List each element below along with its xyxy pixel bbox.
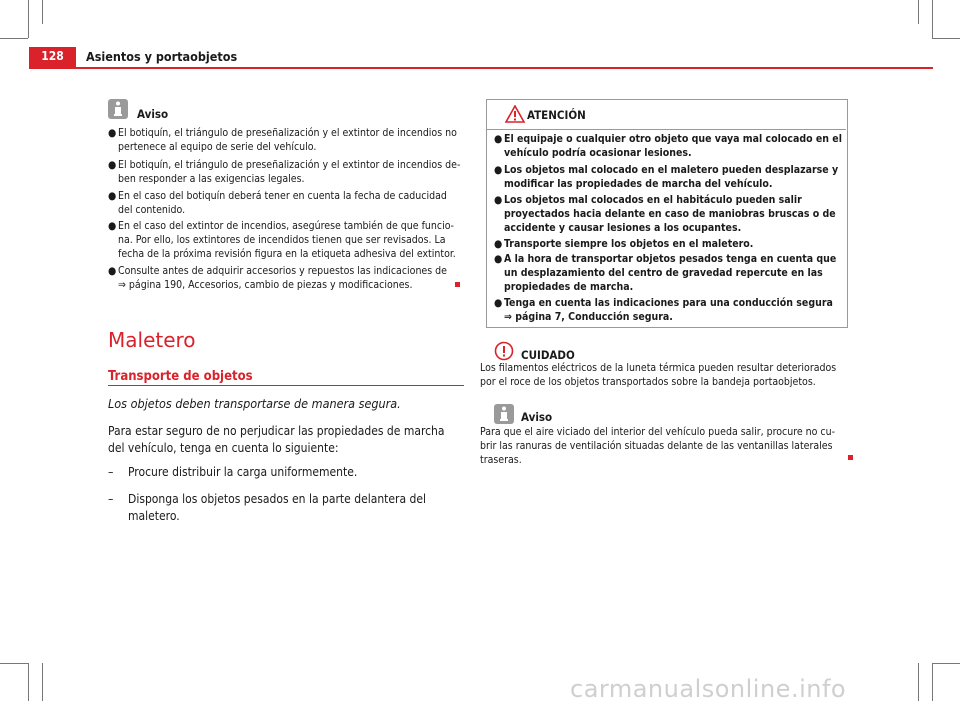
end-marker [848,455,853,460]
subsection-rule [108,385,464,386]
page-title: Asientos y portaobjetos [86,49,238,64]
crop-mark [28,663,29,701]
info-note-icon [108,99,128,119]
warning-item: ● Transporte siempre los objetos en el maletero. [494,238,754,250]
warning-item: ● Los objetos mal colocados en el habitáculo pueden salir proyectados hacia delante en caso de maniobras bruscas o de accidente y causar lesiones a los ocupantes. [494,194,836,234]
crop-mark [932,663,960,664]
warning-item: ● A la hora de transportar objetos pesados tenga en cuenta que un desplazamiento del centro de gravedad repercute en las propiedades de marcha. [494,253,837,293]
aviso-item: ● El botiquín, el triángulo de preseñalización y el extintor de incendios no pertenece al equipo de serie del vehículo. [108,127,457,153]
header-rule [29,67,933,69]
aviso-item: ● En el caso del botiquín deberá tener en cuenta la fecha de caducidad del contenido. [108,190,447,216]
warning-title: ATENCIÓN [527,108,586,122]
intro-text: Los objetos deben transportarse de manera segura. [108,396,401,411]
crop-mark [0,663,28,664]
aviso-text: Para que el aire viciado del interior del vehículo pueda salir, procure no cubrir las ranuras de ventilación situadas delante de las ventanillas laterales traseras. [480,426,836,466]
info-note-icon [494,404,514,424]
dash-item: – Disponga los objetos pesados en la parte delantera del maletero. [108,492,427,523]
crop-mark [918,0,919,24]
crop-mark [42,0,43,24]
caution-text: Los filamentos eléctricos de la luneta térmica pueden resultar deteriorados por el roce de los objetos transportados sobre la bandeja portaobjetos. [480,362,837,388]
aviso-item: ● El botiquín, el triángulo de preseñalización y el extintor de incendios deben responder a las exigencias legales. [108,159,461,185]
crop-mark [918,663,919,701]
crop-mark [0,38,28,39]
crop-mark [932,663,933,701]
crop-mark [28,0,29,38]
warning-item: ● El equipaje o cualquier otro objeto que vaya mal colocado en el vehículo podría ocasionar lesiones. [494,133,842,159]
end-marker [455,282,460,287]
aviso-title: Aviso [521,410,553,424]
watermark: carmanualsonline.info [570,675,847,703]
aviso-item: ● En el caso del extintor de incendios, asegúrese también de que funciona. Por ello, los extintores de incendidos tienen que ser revisados. La fecha de la próxima revisión figura en la etiqueta adhesiva del extintor. [108,220,456,260]
crop-mark [932,0,933,38]
body-text: Para estar seguro de no perjudicar las propiedades de marcha del vehículo, tenga en cuenta lo siguiente: [108,424,445,455]
page-number: 128 [41,49,64,63]
warning-triangle-icon [505,105,525,127]
aviso-item: ● Consulte antes de adquirir accesorios y repuestos las indicaciones de ⇒ página 190, Accesorios, cambio de piezas y modificaciones. [108,265,447,291]
section-title: Maletero [108,328,196,352]
caution-title: CUIDADO [521,348,575,362]
crop-mark [932,38,960,39]
subsection-title: Transporte de objetos [108,369,253,384]
dash-item: – Procure distribuir la carga uniformemente. [108,465,358,479]
crop-mark [42,663,43,701]
warning-item: ● Tenga en cuenta las indicaciones para una conducción segura ⇒ página 7, Conducción segura. [494,297,833,323]
aviso-title: Aviso [137,107,169,121]
warning-item: ● Los objetos mal colocado en el maletero pueden desplazarse y modificar las propiedades de marcha del vehículo. [494,164,839,190]
